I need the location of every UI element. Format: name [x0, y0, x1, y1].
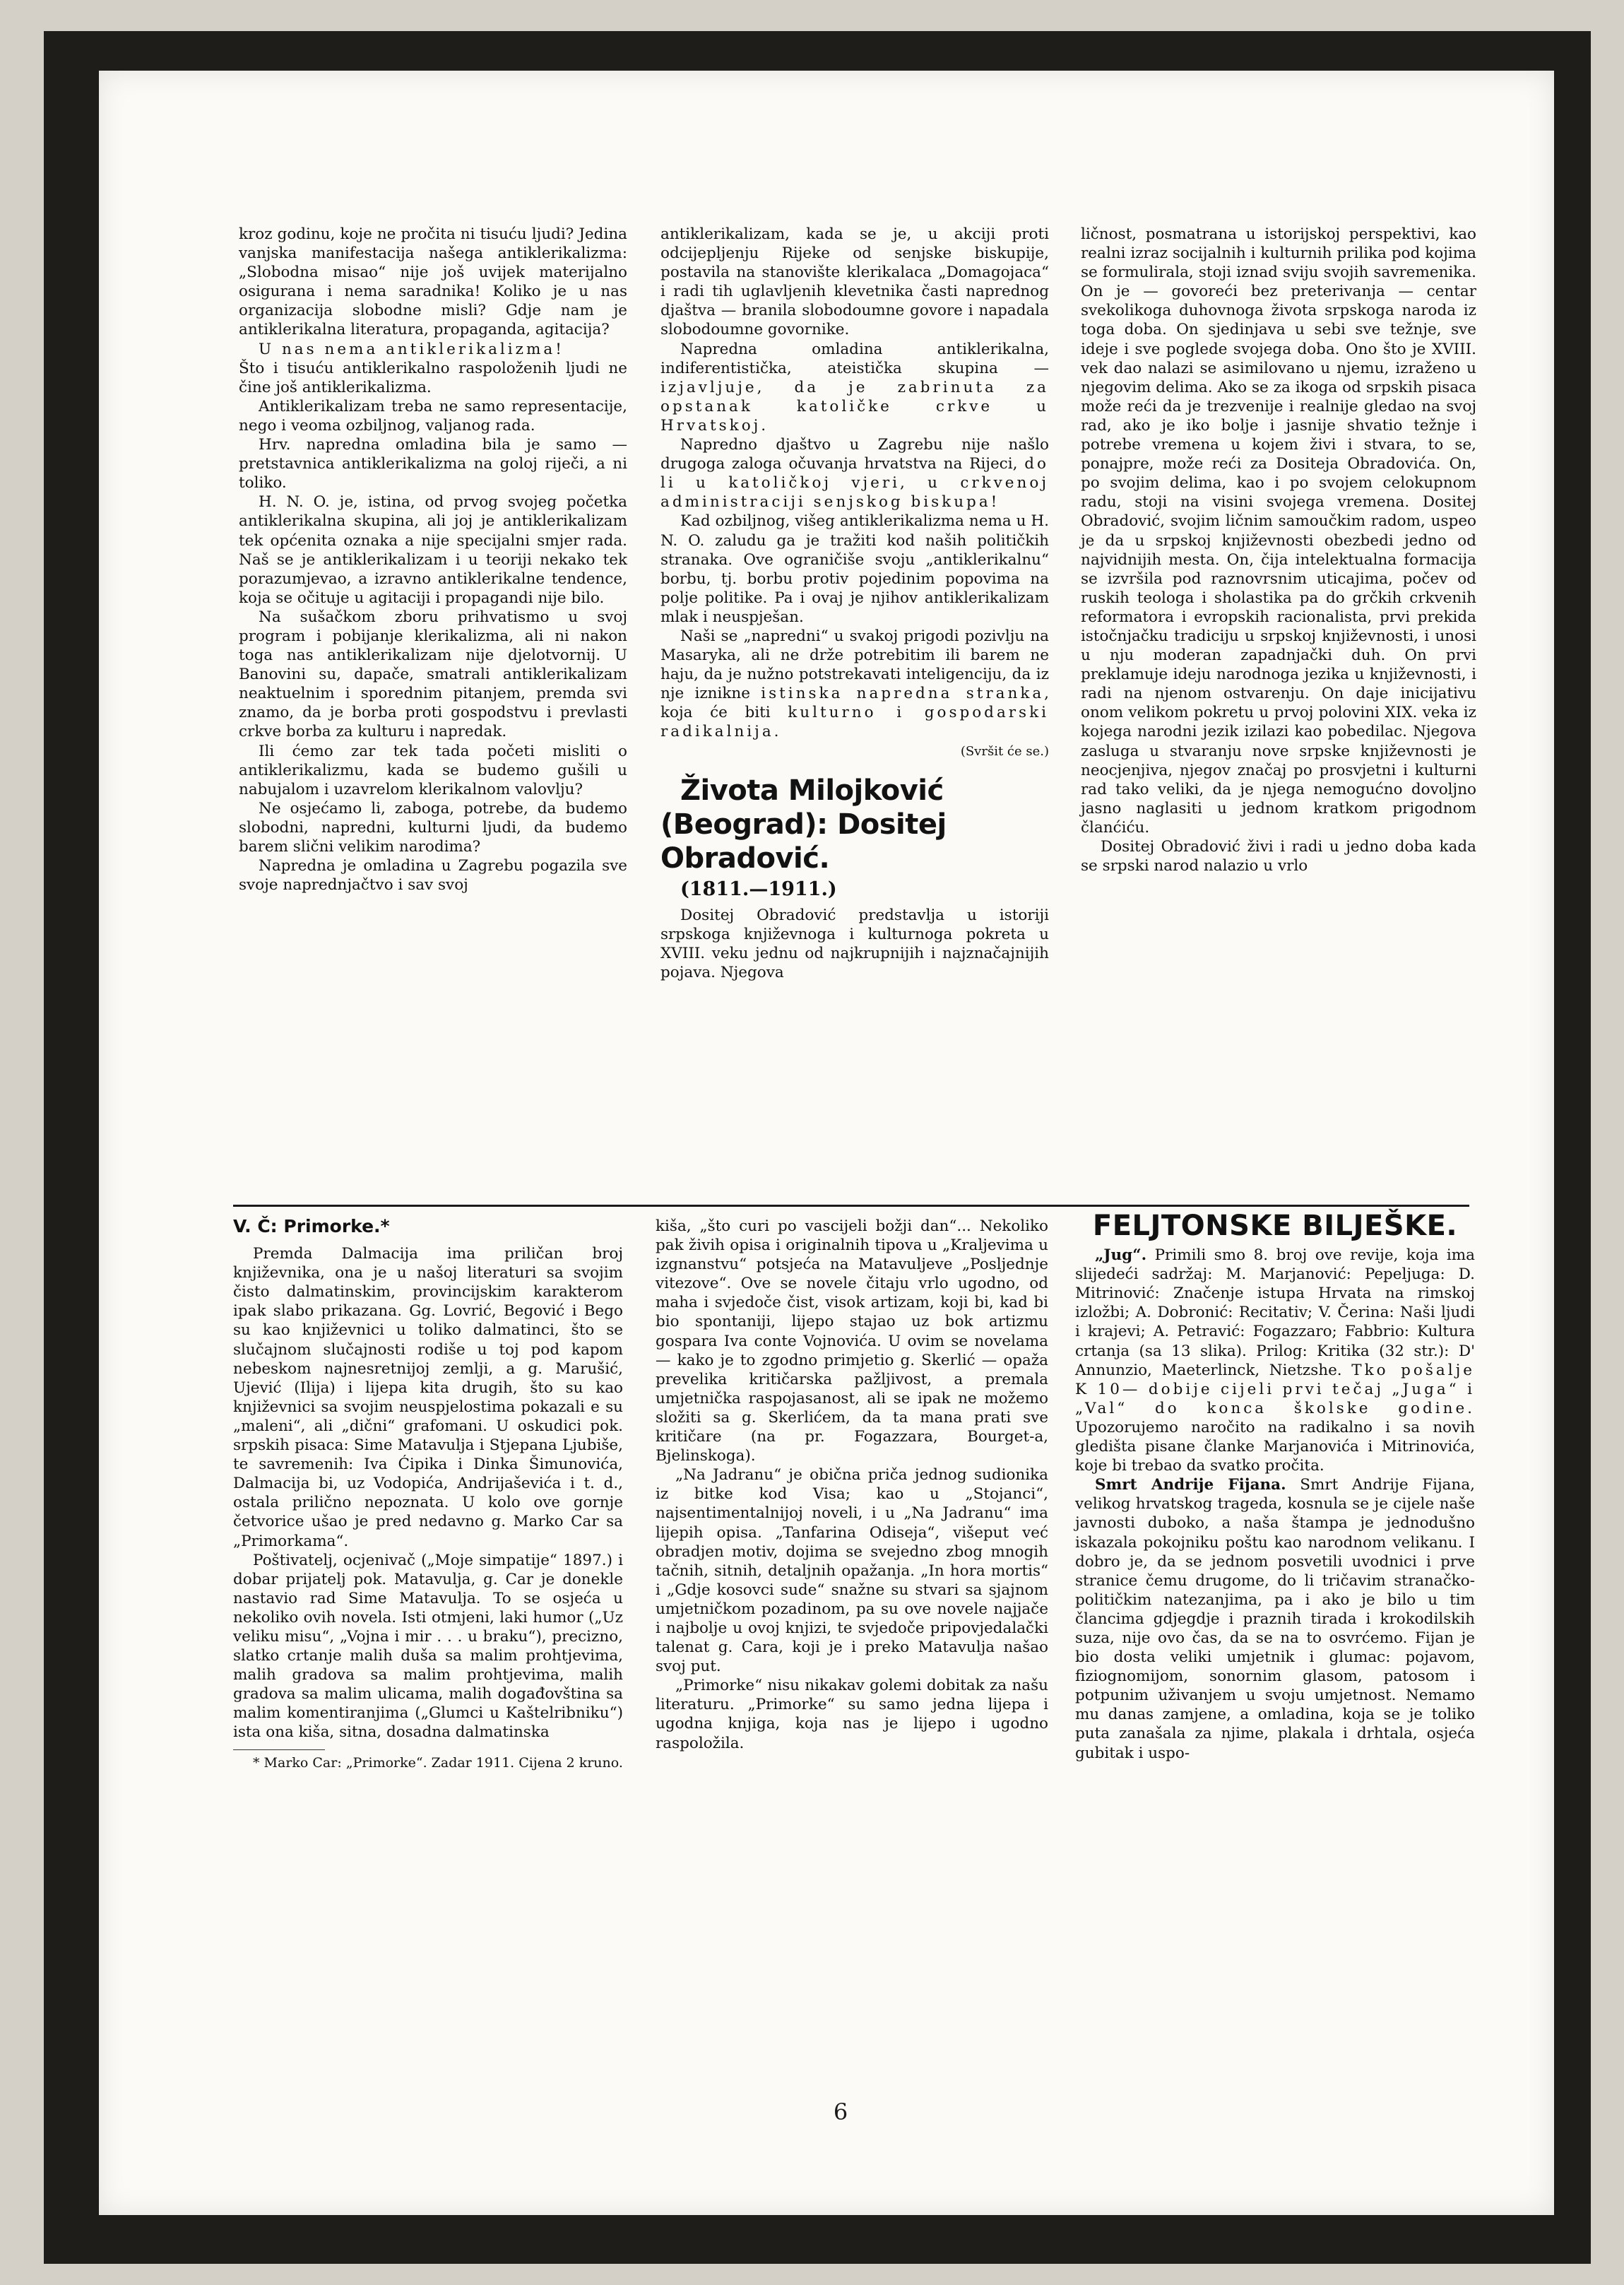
lead-in: „Jug“. — [1095, 1246, 1147, 1265]
text-run: Napredno djaštvo u Zagrebu nije našlo drugoga zaloga očuvanja hrvatstva na Rijeci, — [660, 436, 1049, 473]
paragraph: Hrv. napredna omladina bila je samo — pretstavnica antiklerikalizma na goloj riječi, a ni toliko. — [239, 436, 627, 492]
horizontal-rule — [233, 1205, 1469, 1207]
emphasis-text: Tko pošalje K 10— dobije cijeli prvi tečaj „Juga“ i „Val“ do konca školske godine. — [1075, 1361, 1475, 1417]
paragraph: Ili ćemo zar tek tada početi misliti o antiklerikalizmu, kada se budemo gušili u nabujalom i uzavrelom klerikalnom valovlju? — [239, 742, 627, 798]
emphasis-text: istinska napredna stranka — [761, 685, 1045, 703]
article-dositej-col3 — [1081, 225, 1476, 875]
emphasis-text: kulturno i gospodarski radikalnija. — [660, 704, 1049, 741]
text-run: Primili smo 8. broj ove revije, koja ima slijedeći sadržaj: M. Marjanović: Pepeljuga: D. Mitrinović: Značenje istupa Hrvata na rimskoj izložbi; A. Dobronić: Recitativ; V. Čerina: Naši ljudi i krajevi; A. Petravić: Fogazzaro; Fabbrio: Kultura crtanja (sa 13 slika). Prilog: Kritika (32 str.): D' Annunzio, Maeterlinck, Nietzshe. — [1075, 1246, 1475, 1379]
paragraph: Poštivatelj, ocjenivač („Moje simpatije“ 1897.) i dobar prijatelj pok. Matavulja, g. Car je donekle nastavio rad Sime Matavulja. To se osjeća u nekoliko ovih novela. Isti otmjeni, laki humor („Uz veliku misu“, „Vojna i mir . . . u braku“), precizno, slatko crtanje malih duša sa malim prohtjevima, malih gradova sa malim prohtjevima, malih gradova sa malim ulicama, malih događovština sa malim komentiranjima („Glumci u Kaštelribniku“) ista ona kiša, sitna, dosadna dalmatinska — [233, 1551, 623, 1742]
article-title-dositej: Života Milojković (Beograd): Dositej Obradović. — [660, 774, 947, 875]
article-title-primorke: V. Č: Primorke.* — [233, 1216, 390, 1236]
paragraph: „Na Jadranu“ je obična priča jednog sudionika iz bitke kod Visa; kao u „Stojanci“, najsentimentalnijoj noveli, i u „Na Jadranu“ ima lijepih opisa. „Tanfarina Odiseja“, višeput već obradjen motiv, dojima se svejedno zbog mnogih tačnih, sitnih, detaljnih opažanja. „In hora mortis“ i „Gdje kosovci sude“ snažne su stvari sa sjajnom umjetničkom pozadinom, pa su ove novele najjače i najbolje u ovoj knjizi, te svjedoče pripovjedalački talenat g. Cara, koji je i preko Matavulja našao svoj put. — [656, 1466, 1048, 1676]
paragraph: H. N. O. je, istina, od prvog svojeg početka antiklerikalna skupina, ali joj je antiklerikalizam tek općenita oznaka a nije specijalni smjer rada. Naš se je antiklerikalizam i u teoriji nekako tek porazumjevao, a izravno antiklerikalne tendence, koja se očituje u agitaciji i propagandi nije bilo. — [239, 493, 627, 607]
section-title: FELJTONSKE BILJEŠKE. — [1092, 1210, 1458, 1242]
paragraph: kroz godinu, koje ne pročita ni tisuću ljudi? Jedina vanjska manifestacija našega antiklerikalizma: „Slobodna misao“ nije još uvijek materijalno osigurana i nema saradnika! Koliko je u nas organizacija slobodne misli? Gdje nam je antiklerikalna literatura, propaganda, agitacija? — [239, 225, 627, 339]
text-run: Smrt Andrije Fijana, velikog hrvatskog trageda, kosnula se je cijele naše javnosti duboko, a naša štampa je jednodušno iskazala pokojniku poštu kao narodnom velikanu. I dobro je, da se jednom posvetili uvodnici i prve stranice čemu drugome, do li tričavim stranačko-političkim natezanjima, pa i ako je bilo u tim člancima gdjegdje i praznih tirada i krokodilskih suza, nije ovo čas, da se na to osvrćemo. Fijan je bio dosta veliki umjetnik i glumac: pojavom, fiziognomijom, sonornim glasom, patosom i potpunim uživanjem u svoju umjetnost. Nemamo mu danas zamjene, a omladina, koja se je toliko puta zanašala za njime, plakala i drhtala, osjeća gubitak i uspo- — [1075, 1476, 1475, 1762]
text-run: Upozorujemo naročito na radikalno i sa novih gledišta pisane članke Marjanovića i Mitrinovića, koje bi trebao da svatko pročita. — [1075, 1418, 1475, 1475]
footnote: * Marko Car: „Primorke“. Zadar 1911. Cijena 2 kruno. — [253, 1754, 623, 1771]
page-number: 6 — [833, 2098, 848, 2125]
emphasis-text: izjavljuje, da je zabrinuta za opstanak katoličke crkve u Hrvatskoj. — [660, 378, 1049, 435]
lead-in: Smrt Andrije Fijana. — [1095, 1476, 1286, 1494]
text-run: Napredna omladina antiklerikalna, indiferentistička, ateistička skupina — — [660, 340, 1049, 377]
paragraph — [660, 435, 1049, 512]
section-feljtonske-biljeske — [1075, 1210, 1475, 1763]
paragraph: Što i tisuću antiklerikalno raspoloženih ljudi ne čine još antiklerikalizma. — [239, 359, 627, 396]
paragraph: kiša, „što curi po vascijeli božji dan“... Nekoliko pak živih opisa i originalnih tipova u „Kraljevima u izgnanstvu“ potsjeća na Matavuljeve „Posljednje vitezove“. Ove se novele čitaju vrlo ugodno, od maha i svjedoče čist, visok artizam, koji bi, kad bi bio spontaniji, lijepo stajao uz bok artizmu gospara Iva conte Vojnovića. U ovim se novelama — kako je to zgodno primjetio g. Skerlić — opaža prevelika kritičarska pažljivost, a premala umjetnička raspojasanost, ali se ipak ne možemo složiti sa g. Skerlićem, da ta mana prati sve kritičare (na pr. Fogazzara, Bourget-a, Bjelinskoga). — [656, 1217, 1048, 1465]
paragraph: Dositej Obradović predstavlja u istoriji srpskoga književnoga i kulturnoga pokreta u XVIII. veku jednu od najkrupnijih i najznačajnijih pojava. Njegova — [660, 906, 1049, 981]
continued-note: (Svršit će se.) — [960, 743, 1049, 759]
paragraph: antiklerikalizam, kada se je, u akciji proti odcijepljenju Rijeke od senjske biskupije, postavila na stanovište klerikalaca „Domagojaca“ i radi tih uglavljenih klevetnika časti naprednog djaštva — branila slobodoumne govore i napadala slobodoumne govornike. — [660, 225, 1049, 339]
footnote-divider — [233, 1749, 325, 1750]
emphasis-paragraph: U nas nema antiklerikalizma! — [259, 340, 564, 358]
article-primorke-col1 — [233, 1217, 623, 1772]
paragraph: Dositej Obradović živi i radi u jedno doba kada se srpski narod nalazio u vrlo — [1081, 838, 1476, 875]
paragraph — [660, 340, 1049, 435]
article-dates: (1811.—1911.) — [680, 878, 837, 900]
paragraph: ličnost, posmatrana u istorijskoj perspektivi, kao realni izraz socijalnih i kulturnih prilika pod kojima se formulirala, stoji iznad sviju svojih savremenika. On je — govoreći bez preterivanja — centar svekolikoga duhovnoga života srpskoga naroda iz toga doba. On sjedinjava u sebi sve težnje, sve ideje i sve poglede svojega doba. Ono što je XVIII. vek dao nalazi se asimilovano u njemu, izraženo u njegovim delima. Ako se za ikoga od srpskih pisaca može reći da je trezvenije i realnije gledao na svoj rad, ako je iko bolje i jasnije shvatio težnje i potrebe vremena u kojem živi i stvara, to se, ponajpre, može reći za Dositeja Obradovića. On, po svojim delima, kao i po svojem celokupnom radu, stoji na visini svojega vremena. Dositej Obradović, svojim ličnim samoučkim radom, uspeo je da u srpskoj književnosti obezbedi jedno od najvidnijih mesta. On, čija intelektualna formacija se izvršila pod raznovrsnim uticajima, počev od ruskih teologa i sholastika pa do grčkih crkvenih reformatora i evropskih racionalista, prvi prekida istočnjačku tradiciju u srpskoj književnosti, i unosi u nju moderan zapadnjački duh. On prvi preklamuje ideju narodnoga jezika u književnosti, i radi na njenom ostvarenju. On daje inicijativu onom velikom pokretu u prvoj polovini XIX. veka iz kojega narodni jezik izilazi kao pobedilac. Njegova zasluga u stvaranju nove srpske književnosti je neocjenjiva, njegov značaj po prosvjetni i kulturni rad tako veliki, da je njega nemogućno dovoljno jasno naglasiti u jednom kratkom prigodnom članćiću. — [1081, 225, 1476, 837]
paragraph: Napredna je omladina u Zagrebu pogazila sve svoje naprednjačtvo i sav svoj — [239, 857, 627, 894]
paragraph: Ne osjećamo li, zaboga, potrebe, da budemo slobodni, napredni, kulturni ljudi, da budemo barem slični velikim narodima? — [239, 799, 627, 856]
paragraph — [660, 627, 1049, 742]
article-antiklerikalizam-col1 — [239, 225, 627, 894]
paragraph: Premda Dalmacija ima priličan broj književnika, ona je u našoj literaturi sa svojim čisto dalmatinskim, provincijskim karakterom ipak slabo prikazana. Gg. Lovrić, Begović i Bego su kao književnici u toliko dalmatinci, što se slučajnom slučajnosti rodiše u toj pod kapom nebeskom najnesretnijoj zemlji, a g. Marušić, Ujević (Ilija) i lijepa kita drugih, što su kao književnici sa svojim neuspjelostima pokazali e su „maleni“, ali „dični“ grafomani. U oskudici pok. srpskih pisaca: Sime Matavulja i Stjepana Ljubiše, te savremenih: Iva Ćipika i Dinka Šimunovića, Dalmacija bi, uz Vodopića, Andrijaševića i t. d., ostala prilično nepoznata. U kolo ove gornje četvorice ušao je pred nedavno g. Marko Car sa „Primorkama“. — [233, 1245, 623, 1550]
text-run: Naši se „napredni“ u svakoj prigodi pozivlju na Masaryka, ali ne drže potrebitim ili barem ne haju, da je nužno potstrekavati inteligenciju, da iz nje iznikne — [660, 627, 1049, 703]
paragraph: Antiklerikalizam treba ne samo representacije, nego i veoma ozbiljnog, valjanog rada. — [239, 397, 627, 435]
article-primorke-col2 — [656, 1217, 1048, 1753]
emphasis-text: do li u katoličkoj vjeri, u crkvenoj administraciji senjskog biskupa! — [660, 455, 1049, 512]
paragraph: Na sušačkom zboru prihvatismo u svoj program i pobijanje klerikalizma, ali ni nakon toga nas antiklerikalizam nije djelotvornij. U Banovini su, dapače, smatrali antiklerikalizam neaktuelnim i sporednim pitanjem, premda svi znamo, da je borba proti gospodstvu i prevlasti crkve borba za kulturu i napredak. — [239, 608, 627, 741]
paragraph-jug — [1075, 1246, 1475, 1475]
text-run: , koja će biti — [660, 685, 1050, 722]
paragraph-fijan — [1075, 1475, 1475, 1762]
paragraph: Kad ozbiljnog, višeg antiklerikalizma nema u H. N. O. zaludu ga je tražiti kod naših političkih stranaka. Ove ograničiše svoju „antiklerikalnu“ borbu, tj. borbu protiv pojedinim popovima na polje politike. Pa i ovaj je njihov antiklerikalizam mlak i neuspješan. — [660, 512, 1049, 626]
article-antiklerikalizam-col2 — [660, 225, 1049, 982]
paragraph: „Primorke“ nisu nikakav golemi dobitak za našu literaturu. „Primorke“ su samo jedna lijepa i ugodna knjiga, koja nas je lijepo i ugodno raspoložila. — [656, 1677, 1048, 1752]
